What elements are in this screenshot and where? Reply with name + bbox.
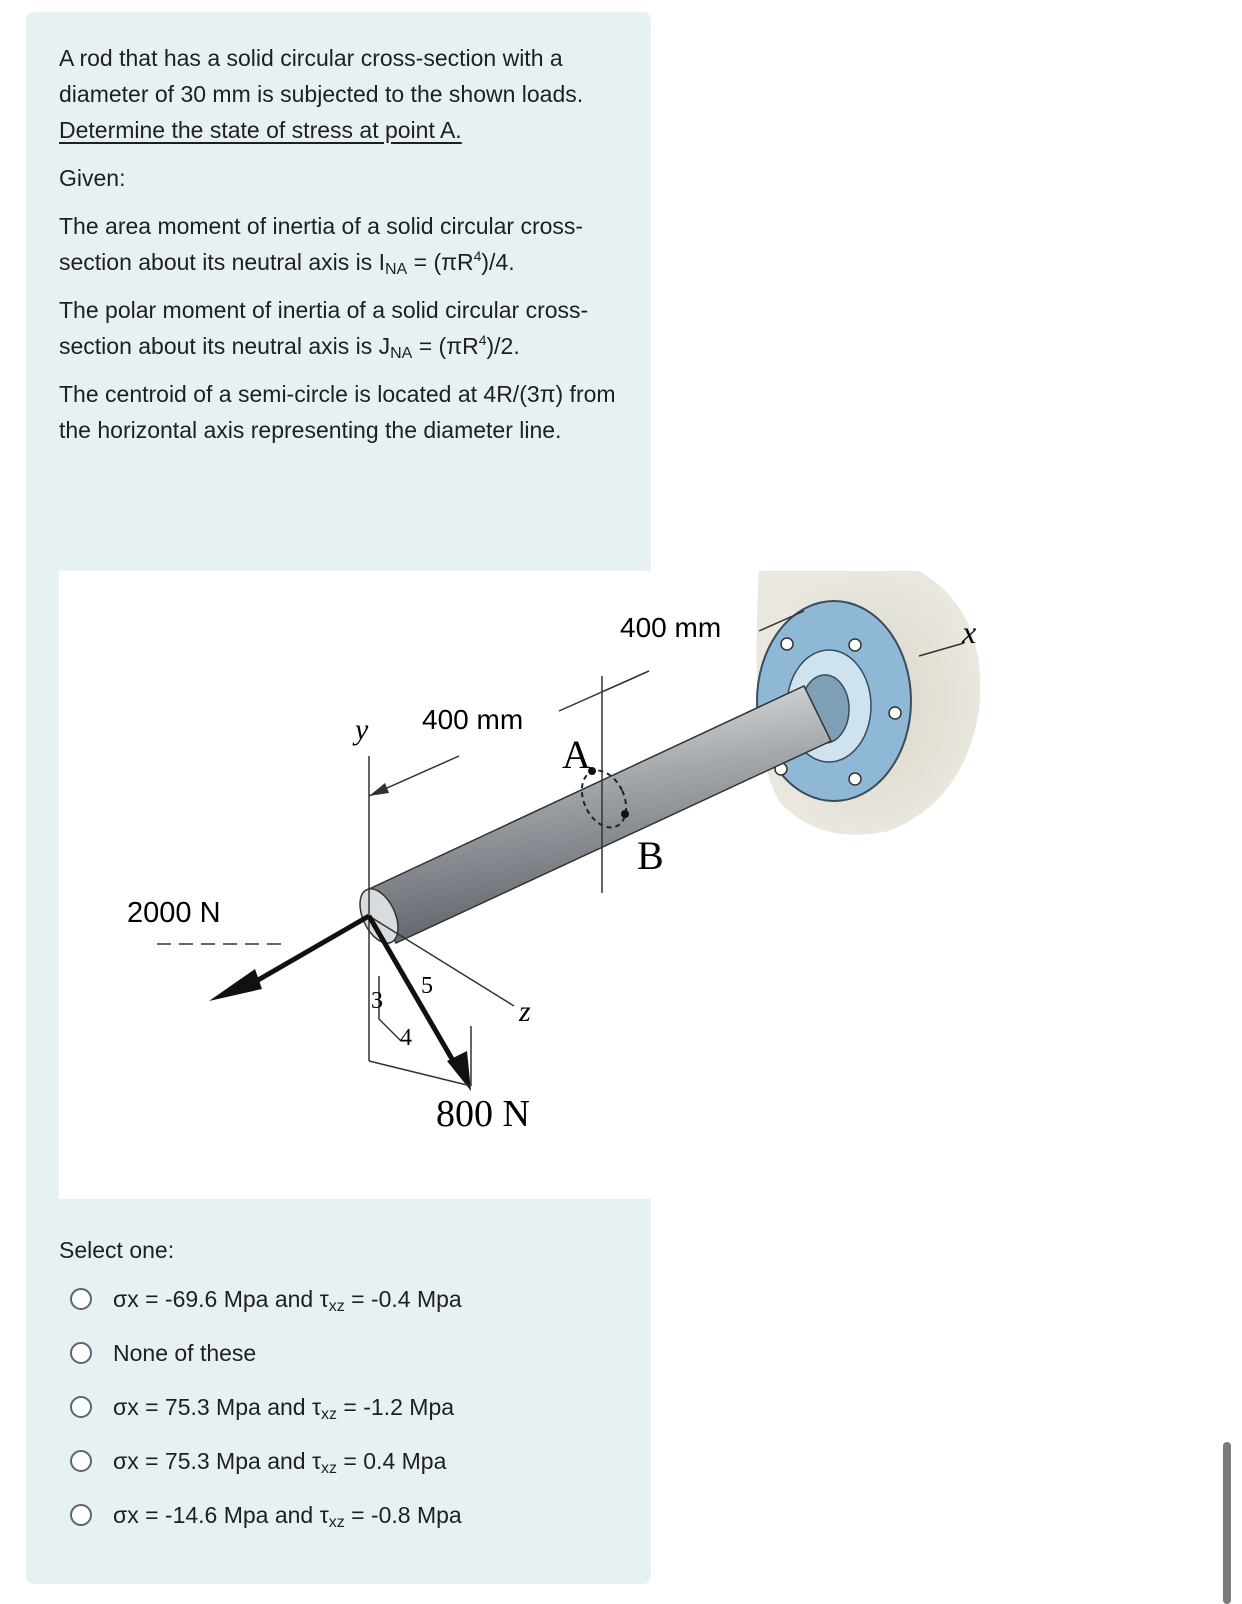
point-b-dot xyxy=(621,810,629,818)
given-2-b: = (πR xyxy=(412,333,479,359)
radio-button[interactable] xyxy=(70,1288,92,1310)
option-1-post: = -0.4 Mpa xyxy=(344,1285,462,1312)
given-2-sup: 4 xyxy=(478,332,487,348)
radio-button[interactable] xyxy=(70,1396,92,1418)
dim-top-label: 400 mm xyxy=(620,612,722,643)
answer-options xyxy=(70,1272,462,1542)
given-area-moment xyxy=(59,208,619,280)
option-4-post: = 0.4 Mpa xyxy=(337,1447,447,1474)
option-4-sub: xz xyxy=(321,1459,338,1477)
intro-text: A rod that has a solid circular cross-section with a diameter of 30 mm is subjected to the shown loads. xyxy=(59,45,584,107)
dim-mid-label: 400 mm xyxy=(422,704,524,735)
given-polar-moment xyxy=(59,292,619,364)
option-1-sub: xz xyxy=(328,1297,345,1315)
option-4-pre: σx = 75.3 Mpa and τ xyxy=(113,1447,322,1474)
given-centroid: The centroid of a semi-circle is located at 4R/(3π) from the horizontal axis representing the diameter line. xyxy=(59,381,616,443)
radio-button[interactable] xyxy=(70,1504,92,1526)
answer-option-label xyxy=(113,1502,462,1529)
question-text xyxy=(59,40,619,460)
arrowhead-icon xyxy=(369,783,389,796)
given-1-sub: NA xyxy=(385,261,408,278)
axis-y-label: y xyxy=(355,713,369,746)
arrowhead-icon xyxy=(209,969,262,1001)
slope-5-label: 5 xyxy=(421,973,433,999)
scrollbar[interactable] xyxy=(1223,1442,1231,1604)
question-intro xyxy=(59,40,619,148)
given-1-a: The area moment of inertia of a solid circular cross-section about its neutral axis is I xyxy=(59,213,584,275)
option-5-post: = -0.8 Mpa xyxy=(344,1501,462,1528)
radio-button[interactable] xyxy=(70,1342,92,1364)
answer-option-label xyxy=(113,1394,454,1421)
answer-option-1[interactable] xyxy=(70,1272,462,1326)
answer-option-label xyxy=(113,1340,256,1367)
axis-z-label: z xyxy=(519,995,531,1028)
given-2-c: )/2. xyxy=(486,333,520,359)
given-2-sub: NA xyxy=(390,345,413,362)
slope-3-label: 3 xyxy=(371,988,383,1014)
z-axis-line xyxy=(369,916,514,1006)
option-3-pre: σx = 75.3 Mpa and τ xyxy=(113,1393,322,1420)
given-1-c: )/4. xyxy=(481,249,515,275)
rod-diagram xyxy=(59,571,1242,1199)
force-800-label: 800 N xyxy=(436,1093,530,1135)
option-5-pre: σx = -14.6 Mpa and τ xyxy=(113,1501,329,1528)
answer-option-4[interactable] xyxy=(70,1434,462,1488)
given-label: Given: xyxy=(59,165,126,191)
answer-option-2[interactable] xyxy=(70,1326,462,1380)
force-2000-label: 2000 N xyxy=(127,897,221,929)
axis-x-label: x xyxy=(962,614,977,650)
answer-option-label xyxy=(113,1286,462,1313)
bolt-icon xyxy=(781,638,793,650)
bolt-icon xyxy=(849,773,861,785)
slope-4-label: 4 xyxy=(400,1025,412,1051)
option-3-sub: xz xyxy=(321,1405,338,1423)
given-1-b: = (πR xyxy=(407,249,474,275)
bolt-icon xyxy=(849,639,861,651)
option-5-sub: xz xyxy=(328,1513,345,1531)
answer-option-3[interactable] xyxy=(70,1380,462,1434)
dim-top-line-2 xyxy=(604,671,649,691)
option-3-post: = -1.2 Mpa xyxy=(337,1393,455,1420)
select-one-label: Select one: xyxy=(59,1237,175,1263)
point-a-label: A xyxy=(562,732,591,777)
option-1-pre: σx = -69.6 Mpa and τ xyxy=(113,1285,329,1312)
rod-figure xyxy=(59,571,977,1199)
answer-option-label xyxy=(113,1448,446,1475)
option-2-pre: None of these xyxy=(113,1339,257,1366)
bolt-icon xyxy=(889,707,901,719)
radio-button[interactable] xyxy=(70,1450,92,1472)
answer-option-5[interactable] xyxy=(70,1488,462,1542)
given-1-sup: 4 xyxy=(473,248,482,264)
task-text: Determine the state of stress at point A. xyxy=(59,117,462,143)
given-2-a: The polar moment of inertia of a solid circular cross-section about its neutral axis is J xyxy=(59,297,589,359)
point-b-label: B xyxy=(637,833,664,878)
